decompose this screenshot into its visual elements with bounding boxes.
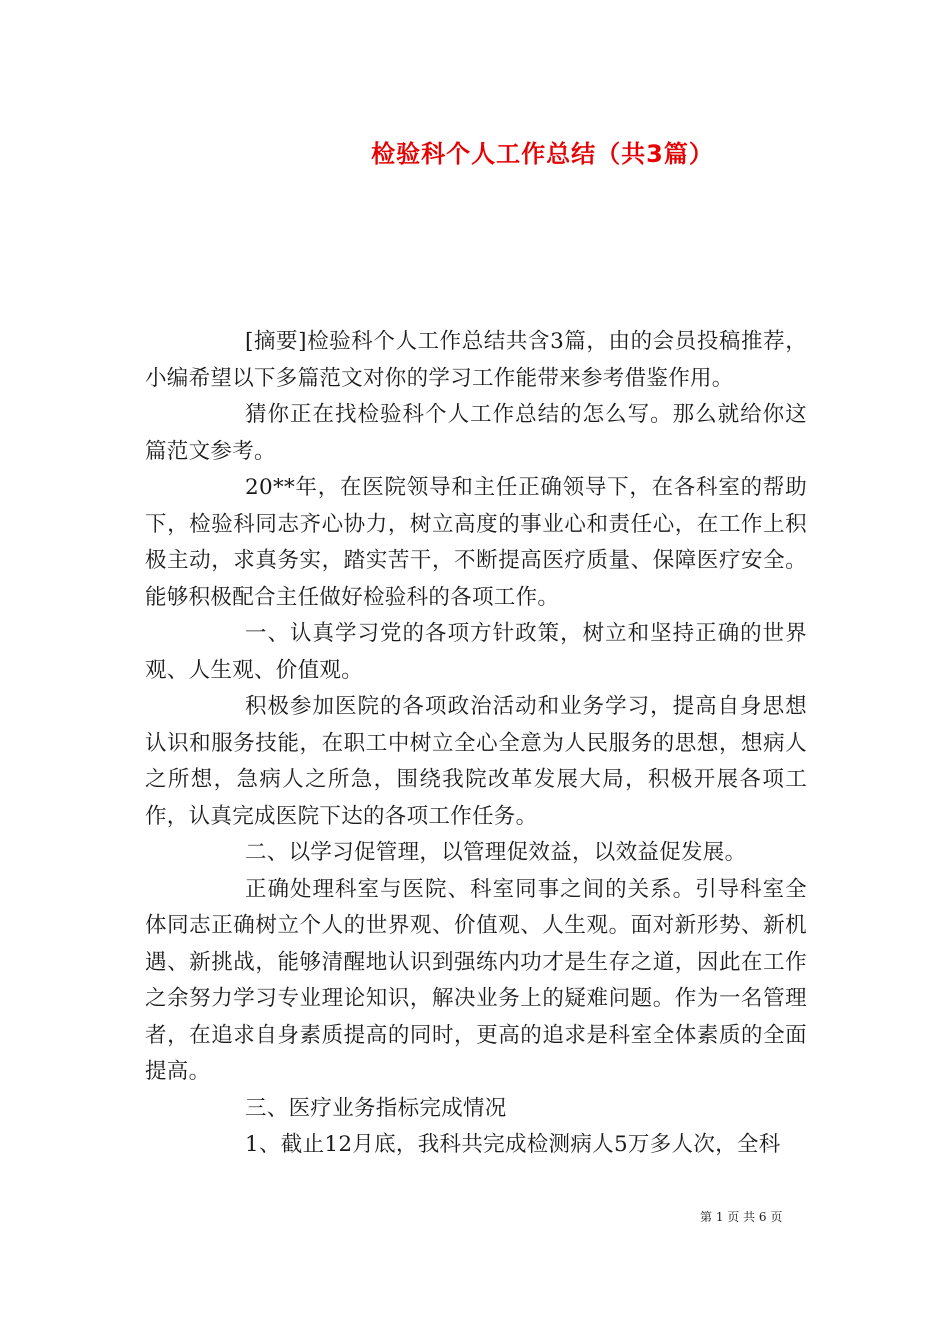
paragraph-section-2: 正确处理科室与医院、科室同事之间的关系。引导科室全体同志正确树立个人的世界观、价值观、人生观。面对新形势、新机遇、新挑战，能够清醒地认识到强练内功才是生存之道，因此在工作之余努力学习专业理论知识，解决业务上的疑难问题。作为一名管理者，在追求自身素质提高的同时，更高的追求是科室全体素质的全面提高。 — [145, 876, 807, 1084]
section-heading-2: 二、以学习促管理，以管理促效益，以效益促发展。 — [245, 840, 747, 865]
document-title: 检验科个人工作总结（共3篇） — [371, 140, 714, 168]
paragraph-section-3-item-1: 1、截止12月底，我科共完成检测病人5万多人次，全科 — [245, 1132, 781, 1157]
paragraph-section-1: 积极参加医院的各项政治活动和业务学习，提高自身思想认识和服务技能，在职工中树立全心全意为人民服务的思想，想病人之所想，急病人之所急，围绕我院改革发展大局，积极开展各项工作，认真完成医院下达的各项工作任务。 — [145, 694, 807, 829]
section-heading-1: 一、认真学习党的各项方针政策，树立和坚持正确的世界观、人生观、价值观。 — [145, 621, 807, 683]
page-number-footer: 第 1 页 共 6 页 — [700, 1210, 783, 1224]
document-body — [145, 324, 807, 1164]
paragraph-intro: 猜你正在找检验科个人工作总结的怎么写。那么就给你这篇范文参考。 — [145, 402, 807, 464]
paragraph-overview: 20**年，在医院领导和主任正确领导下，在各科室的帮助下，检验科同志齐心协力，树立高度的事业心和责任心，在工作上积极主动，求真务实，踏实苦干，不断提高医疗质量、保障医疗安全。能够积极配合主任做好检验科的各项工作。 — [145, 475, 807, 610]
section-heading-3: 三、医疗业务指标完成情况 — [245, 1095, 507, 1121]
paragraph-abstract: [摘要]检验科个人工作总结共含3篇，由的会员投稿推荐，小编希望以下多篇范文对你的学习工作能带来参考借鉴作用。 — [145, 329, 807, 391]
